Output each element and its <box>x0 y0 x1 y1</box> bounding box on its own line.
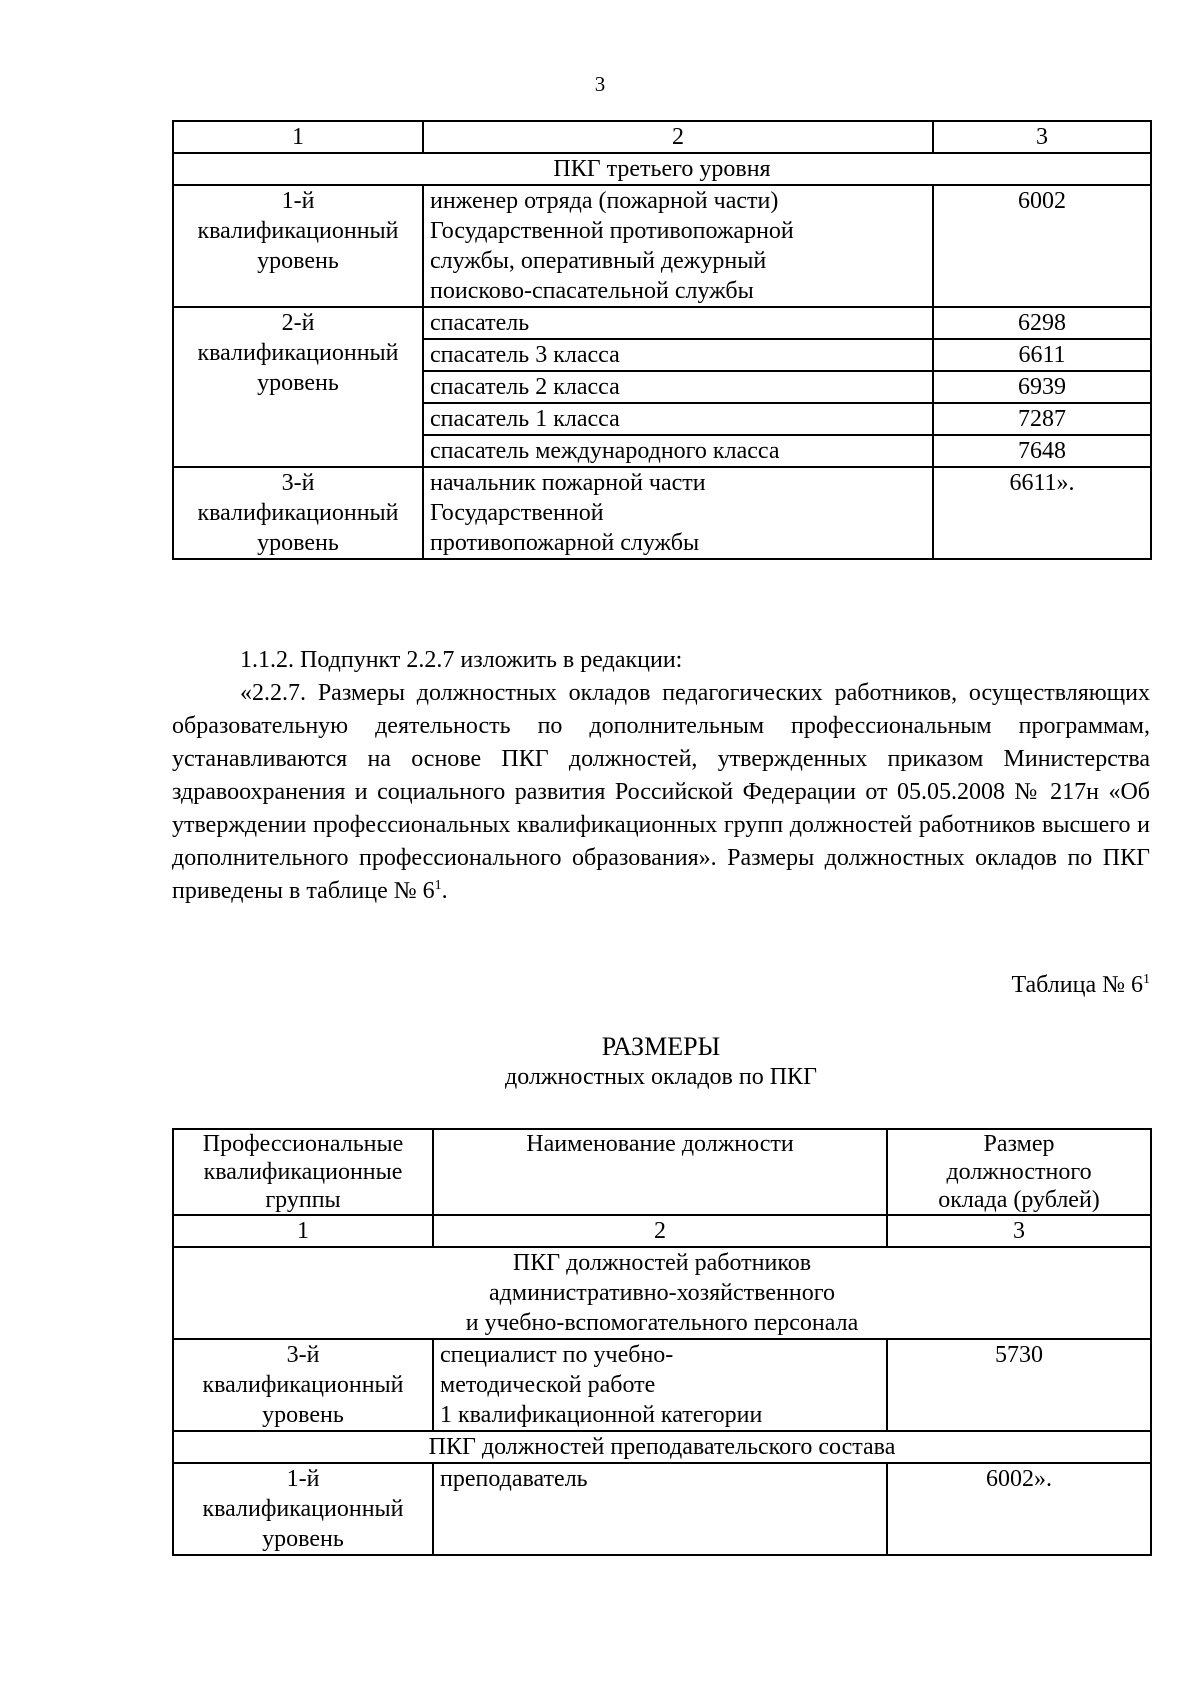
position-name: спасатель 3 класса <box>423 339 933 371</box>
level-label-line: 3-й <box>286 1342 320 1368</box>
group-row <box>173 1247 1151 1339</box>
position-line: начальник пожарной части <box>430 470 706 496</box>
column-header-line: квалификационные <box>203 1159 403 1185</box>
salary-value: 6298 <box>933 307 1151 339</box>
column-header-line: оклада (рублей) <box>938 1187 1100 1213</box>
heading-subtitle: должностных окладов по ПКГ <box>505 1064 817 1090</box>
column-number: 3 <box>887 1215 1151 1247</box>
level-label-line: уровень <box>257 530 339 556</box>
group-title <box>173 1247 1151 1339</box>
level-label-line: 2-й <box>281 310 315 336</box>
table-header-cell: 2 <box>423 121 933 153</box>
group-title: ПКГ должностей преподавательского состава <box>173 1431 1151 1463</box>
level-label-line: квалификационный <box>197 340 399 366</box>
table-heading <box>172 1032 1150 1092</box>
column-header <box>173 1129 433 1215</box>
position-line: противопожарной службы <box>430 530 700 556</box>
column-header-line: должностного <box>946 1159 1092 1185</box>
superscript: 1 <box>1143 972 1150 987</box>
column-header <box>433 1129 887 1215</box>
position-name: спасатель 2 класса <box>423 371 933 403</box>
column-number-row <box>173 1215 1151 1247</box>
amendment-paragraph <box>172 644 1150 908</box>
heading-title: РАЗМЕРЫ <box>601 1032 721 1061</box>
group-title: ПКГ третьего уровня <box>173 153 1151 185</box>
level-label-line: уровень <box>257 248 339 274</box>
level-label <box>173 185 423 307</box>
amendment-body <box>172 677 1150 908</box>
table-header-cell: 1 <box>173 121 423 153</box>
position-name <box>433 1339 887 1431</box>
salary-value: 7648 <box>933 435 1151 467</box>
level-label-line: квалификационный <box>197 500 399 526</box>
position-name <box>423 185 933 307</box>
group-row <box>173 1431 1151 1463</box>
position-line: методической работе <box>440 1372 656 1398</box>
level-label-line: уровень <box>262 1526 344 1552</box>
column-header-line: Размер <box>983 1131 1055 1157</box>
position-line: специалист по учебно- <box>440 1342 674 1368</box>
position-line: Государственной <box>430 500 604 526</box>
group-row <box>173 153 1151 185</box>
amendment-text: «2.2.7. Размеры должностных окладов педагогических работников, осуществляющих образовательную деятельность по дополнительным профессиональным программам, устанавливаются на основе ПКГ должностей, утвержденных приказом Министерства здравоохранения и социального развития Российской Федерации от 05.05.2008 № 217н «Об утверждении профессиональных квалификационных групп должностей работников высшего и дополнительного профессионального образования». Размеры должностных окладов по ПКГ приведены в таблице № 6 <box>172 680 1150 904</box>
salary-table-continued <box>172 120 1152 560</box>
salary-value: 6611 <box>933 339 1151 371</box>
position-name: преподаватель <box>433 1463 887 1555</box>
table-row <box>173 1463 1151 1555</box>
amendment-intro: 1.1.2. Подпункт 2.2.7 изложить в редакции: <box>240 647 683 673</box>
salary-value: 5730 <box>887 1339 1151 1431</box>
level-label-line: уровень <box>262 1402 344 1428</box>
position-name: спасатель 1 класса <box>423 403 933 435</box>
amendment-end: . <box>441 878 448 904</box>
level-label-line: квалификационный <box>202 1372 404 1398</box>
position-line: службы, оперативный дежурный <box>430 248 767 274</box>
position-name: спасатель международного класса <box>423 435 933 467</box>
level-label <box>173 307 423 467</box>
salary-value: 6002 <box>933 185 1151 307</box>
salary-table-6-1 <box>172 1128 1152 1556</box>
column-header <box>887 1129 1151 1215</box>
level-label <box>173 1463 433 1555</box>
level-label-line: квалификационный <box>197 218 399 244</box>
column-number: 2 <box>433 1215 887 1247</box>
position-line: поисково-спасательной службы <box>430 278 754 304</box>
salary-value: 6939 <box>933 371 1151 403</box>
column-header-line: Профессиональные <box>202 1131 404 1157</box>
table-caption-text: Таблица № 6 <box>1011 972 1143 998</box>
table-row <box>173 1339 1151 1431</box>
level-label <box>173 467 423 559</box>
position-name <box>423 467 933 559</box>
level-label-line: 1-й <box>286 1466 320 1492</box>
table-header-row <box>173 1129 1151 1215</box>
superscript: 1 <box>434 878 442 893</box>
salary-value: 6611». <box>933 467 1151 559</box>
position-line: 1 квалификационной категории <box>440 1402 763 1428</box>
level-label <box>173 1339 433 1431</box>
table-row <box>173 185 1151 307</box>
level-label-line: уровень <box>257 370 339 396</box>
table-row <box>173 307 1151 339</box>
column-header-line: Наименование должности <box>526 1131 794 1157</box>
level-label-line: квалификационный <box>202 1496 404 1522</box>
group-title-line: административно-хозяйственного <box>489 1280 835 1306</box>
position-line: Государственной противопожарной <box>430 218 794 244</box>
position-name: спасатель <box>423 307 933 339</box>
salary-value: 7287 <box>933 403 1151 435</box>
table-caption <box>172 970 1150 1000</box>
level-label-line: 3-й <box>281 470 315 496</box>
page-number: 3 <box>594 72 606 96</box>
table-header-cell: 3 <box>933 121 1151 153</box>
column-number: 1 <box>173 1215 433 1247</box>
table-row <box>173 467 1151 559</box>
column-header-line: группы <box>265 1187 341 1213</box>
table-header-row <box>173 121 1151 153</box>
group-title-line: ПКГ должностей работников <box>512 1250 812 1276</box>
position-line: инженер отряда (пожарной части) <box>430 188 779 214</box>
group-title-line: и учебно-вспомогательного персонала <box>465 1310 859 1336</box>
level-label-line: 1-й <box>281 188 315 214</box>
salary-value: 6002». <box>887 1463 1151 1555</box>
